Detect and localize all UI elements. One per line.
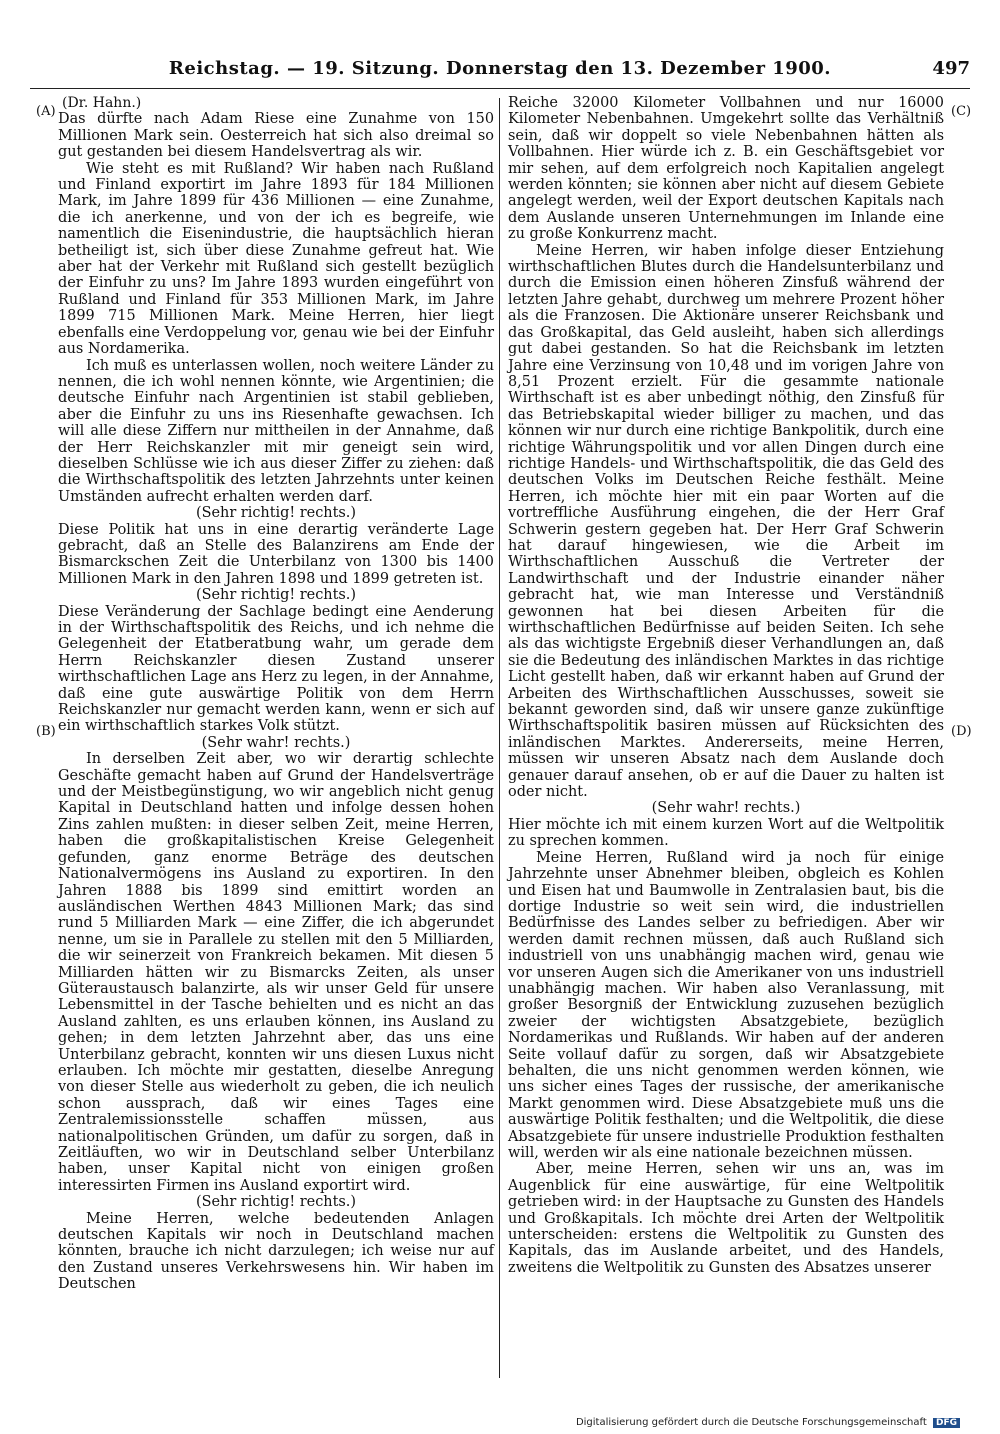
margin-mark-d: (D) — [951, 724, 972, 739]
paragraph: Diese Veränderung der Sachlage bedingt eine Aenderung in der Wirthschaftspolitik des Reichs, und ich nehme die Gelegenheit der Etatberatbung wahr, um gerade dem Herrn Reichskanzler diesen Zustand unserer wirthschaftlichen Lage ans Herz zu legen, in der Annahme, daß eine gute auswärtige Politik von dem Herrn Reichskanzler nur gemacht werden kann, wenn er sich auf ein wirthschaftlich starkes Volk stützt. — [58, 603, 494, 735]
running-title: Reichstag. — 19. Sitzung. Donnerstag den 13. Dezember 1900. — [168, 58, 832, 79]
paragraph: In derselben Zeit aber, wo wir derartig schlechte Geschäfte gemacht haben auf Grund der Handelsverträge und der Meistbegünstigung, wo wir angeblich nicht genug Kapital in Deutschland hatten und infolge dessen hohen Zins zahlen mußten: in dieser selben Zeit, meine Herren, haben die großkapitalistischen Kreise Gelegenheit gefunden, ganz enorme Beträge des deutschen Nationalvermögens ins Ausland zu exportiren. In den Jahren 1888 bis 1899 sind emittirt worden an ausländischen Werthen 4843 Millionen Mark; das sind rund 5 Milliarden Mark — eine Ziffer, die ich abgerundet nenne, um sie in Parallele zu stellen mit den 5 Milliarden, die wir seinerzeit von Frankreich bekamen. Mit diesen 5 Milliarden hätten wir zu Bismarcks Zeiten, als unser Güteraustausch balanzirte, als wir unser Geld für unsere Lebensmittel in der Tasche behielten und es nicht an das Ausland zahlten, es uns erlauben können, ins Ausland zu gehen; in dem letzten Jahrzehnt aber, das uns eine Unterbilanz gebracht, konnten wir uns diesen Luxus nicht erlauben. Ich möchte mir gestatten, dieselbe Anregung von dieser Stelle aus wiederholt zu geben, die ich neulich schon aussprach, daß wir eines Tages eine Zentralemissionsstelle schaffen müssen, aus nationalpolitischen Gründen, um dafür zu sorgen, daß in Zeitläuften, wo wir in Deutschland selber Unterbilanz haben, unser Kapital nicht von einigen großen interessirten Firmen ins Ausland exportirt wird. — [58, 751, 494, 1194]
interjection: (Sehr richtig! rechts.) — [195, 587, 357, 604]
footer-text: Digitalisierung gefördert durch die Deutsche Forschungsgemeinschaft — [575, 1417, 927, 1428]
margin-mark-a: (A) — [36, 104, 56, 119]
paragraph: Wie steht es mit Rußland? Wir haben nach Rußland und Finland exportirt im Jahre 1893 für 184 Millionen Mark, im Jahre 1899 für 436 Millionen — eine Zunahme, die ich anerkenne, und von der ich es begreife, wie namentlich die Eisenindustrie, die hauptsächlich hieran betheiligt ist, sich über diese Zunahme gefreut hat. Wie aber hat der Verkehr mit Rußland sich gestellt bezüglich der Einfuhr zu uns? Im Jahre 1893 wurden eingeführt von Rußland und Finland für 353 Millionen Mark, im Jahre 1899 715 Millionen Mark. Meine Herren, hier liegt ebenfalls eine Verdoppelung vor, genau wie bei der Einfuhr aus Nordamerika. — [58, 160, 494, 358]
margin-mark-b: (B) — [36, 724, 56, 739]
interjection: (Sehr richtig! rechts.) — [195, 1194, 357, 1211]
interjection: (Sehr richtig! rechts.) — [195, 505, 357, 522]
paragraph: Aber, meine Herren, sehen wir uns an, was im Augenblick für eine auswärtige, für eine Weltpolitik getrieben wird: in der Hauptsache zu Gunsten des Handels und Großkapitals. Ich möchte drei Arten der Weltpolitik unterscheiden: erstens die Weltpolitik zu Gunsten des Kapitals, das im Auslande arbeitet, und des Handels, zweitens die Weltpolitik zu Gunsten des Absatzes unserer — [508, 1161, 944, 1276]
paragraph: Ich muß es unterlassen wollen, noch weitere Länder zu nennen, die ich wohl nennen könnte, wie Argentinien; die deutsche Einfuhr nach Argentinien ist stabil geblieben, aber die Einfuhr zu uns ins Riesenhafte gewachsen. Ich will alle diese Ziffern nur mittheilen in der Annahme, daß der Herr Reichskanzler mit mir geneigt sein wird, dieselben Schlüsse wie ich aus dieser Ziffer zu ziehen: daß die Wirthschaftspolitik des letzten Jahrzehnts unter keinen Umständen aufrecht erhalten werden darf. — [58, 357, 494, 505]
paragraph: Meine Herren, Rußland wird ja noch für einige Jahrzehnte unser Abnehmer bleiben, obgleich es Kohlen und Eisen hat und Baumwolle in Zentralasien baut, bis die dortige Industrie so weit sein wird, die industriellen Bedürfnisse des Landes selber zu befriedigen. Aber wir werden damit rechnen müssen, daß auch Rußland sich industriell von uns unabhängig machen wird, genau wie vor unseren Augen sich die Amerikaner von uns industriell unabhängig machen. Wir haben also Veranlassung, mit großer Besorgniß der Entwicklung zuzusehen bezüglich zweier der wichtigsten Absatzgebiete, bezüglich Nordamerikas und Rußlands. Wir haben auf der anderen Seite vollauf dafür zu sorgen, daß wir Absatzgebiete behalten, die uns nicht genommen werden können, wie uns sicher eines Tages der russische, der amerikanische Markt genommen wird. Diese Absatzgebiete muß uns die auswärtige Politik festhalten; und die Weltpolitik, die diese Absatzgebiete für unsere industrielle Produktion festhalten will, werden wir als eine nationale bezeichnen müssen. — [508, 849, 944, 1161]
column-divider — [499, 98, 500, 1378]
paragraph: Reiche 32000 Kilometer Vollbahnen und nur 16000 Kilometer Nebenbahnen. Umgekehrt sollte das Verhältniß sein, daß wir doppelt so viele Nebenbahnen hätten als Vollbahnen. Hier würde ich z. B. ein Geschäftsgebiet vor mir sehen, auf dem erfolgreich noch Kapitalien angelegt werden könnten; sie können aber nicht auf diesem Gebiete angelegt werden, weil der Export deutschen Kapitals nach dem Auslande unseren Unternehmungen im Inlande eine zu große Konkurrenz macht. — [508, 95, 944, 243]
right-column — [508, 95, 944, 1276]
paragraph: Hier möchte ich mit einem kurzen Wort auf die Weltpolitik zu sprechen kommen. — [508, 816, 944, 850]
interjection: (Sehr wahr! rechts.) — [201, 734, 351, 751]
dfg-logo: DFG — [933, 1418, 960, 1428]
paragraph: Meine Herren, wir haben infolge dieser Entziehung wirthschaftlichen Blutes durch die Handelsunterbilanz und durch die Emission einen höheren Zinsfuß während der letzten Jahre gehabt, durchweg um mehrere Prozent höher als die Franzosen. Die Aktionäre unserer Reichsbank und das Großkapital, das Geld ausleiht, haben sich allerdings gut dabei gestanden. So hat die Reichsbank im letzten Jahre eine Verzinsung von 10,48 und im vorigen Jahre von 8,51 Prozent erzielt. Für die gesammte nationale Wirthschaft ist es aber unbedingt nöthig, den Zinsfuß für das Betriebskapital wieder billiger zu machen, und das können wir nur durch eine richtige Bankpolitik, durch eine richtige Währungspolitik und vor allen Dingen durch eine richtige Handels- und Wirthschaftspolitik, die das Geld des deutschen Volks im Deutschen Reiche festhält. Meine Herren, ich möchte hier mit ein paar Worten auf die vortreffliche Ausführung eingehen, die der Herr Graf Schwerin gestern gegeben hat. Der Herr Graf Schwerin hat darauf hingewiesen, wie die Arbeit im Wirthschaftlichen Ausschuß die Vertreter der Landwirthschaft und der Industrie einander näher gebracht hat, wie man Interesse und Verständniß gewonnen hat bei diesen Arbeiten für die wirthschaftlichen Bedürfnisse auf beiden Seiten. Ich sehe als das wichtigste Ergebniß dieser Verhandlungen an, daß sie die Bedeutung des inländischen Marktes in das richtige Licht gestellt haben, daß wir erkannt haben auf Grund der Arbeiten des Wirthschaftlichen Ausschusses, soweit sie bekannt geworden sind, daß wir unsere ganze zukünftige Wirthschaftspolitik basiren müssen auf Rücksichten des inländischen Marktes. Andererseits, meine Herren, müssen wir unseren Absatz nach dem Auslande doch genauer darauf ansehen, ob er auf die Dauer zu halten ist oder nicht. — [508, 242, 944, 801]
page-header — [30, 58, 970, 89]
paragraph: Das dürfte nach Adam Riese eine Zunahme von 150 Millionen Mark sein. Oesterreich hat sich also dreimal so gut gestanden bei diesem Handelsvertrag als wir. — [58, 111, 494, 161]
left-column — [58, 95, 494, 1293]
paragraph: Meine Herren, welche bedeutenden Anlagen deutschen Kapitals wir noch in Deutschland machen könnten, brauche ich nicht darzulegen; ich weise nur auf den Zustand unseres Verkehrswesens hin. Wir haben im Deutschen — [58, 1210, 494, 1293]
footer-credit — [576, 1417, 960, 1428]
page-number: 497 — [932, 58, 970, 79]
speaker-label: (Dr. Hahn.) — [62, 95, 142, 111]
margin-mark-c: (C) — [951, 104, 972, 119]
paragraph: Diese Politik hat uns in eine derartig veränderte Lage gebracht, daß an Stelle des Balanzirens am Ende der Bismarckschen Zeit die Unterbilanz von 1300 bis 1400 Millionen Mark in den Jahren 1898 und 1899 getreten ist. — [58, 521, 494, 587]
interjection: (Sehr wahr! rechts.) — [651, 800, 801, 817]
